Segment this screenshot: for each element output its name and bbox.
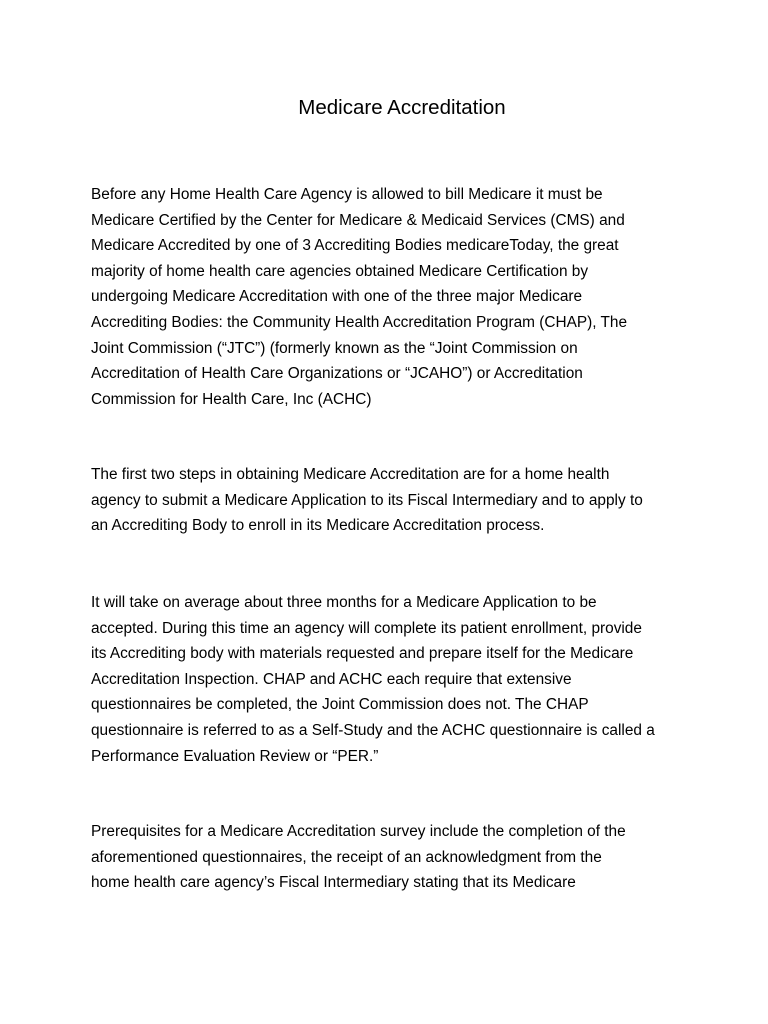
paragraph-4: [91, 819, 691, 896]
text-line: Medicare Certified by the Center for Medicare & Medicaid Services (CMS) and: [91, 211, 625, 229]
paragraph-3: [91, 590, 691, 769]
text-line: Accreditation of Health Care Organizations or “JCAHO”) or Accreditation: [91, 365, 583, 383]
text-line: Performance Evaluation Review or “PER.”: [91, 747, 379, 765]
text-line: agency to submit a Medicare Application to its Fiscal Intermediary and to apply to: [91, 491, 643, 509]
text-line: accepted. During this time an agency will complete its patient enrollment, provide: [91, 619, 642, 637]
text-line: its Accrediting body with materials requested and prepare itself for the Medicare: [91, 645, 634, 663]
text-line: an Accrediting Body to enroll in its Medicare Accreditation process.: [91, 517, 545, 535]
text-line: Before any Home Health Care Agency is allowed to bill Medicare it must be: [91, 186, 603, 203]
text-line: aforementioned questionnaires, the receipt of an acknowledgment from the: [91, 848, 602, 866]
text-line: Medicare Accredited by one of 3 Accrediting Bodies medicareToday, the great: [91, 237, 619, 255]
text-line: questionnaires be completed, the Joint Commission does not. The CHAP: [91, 696, 589, 714]
text-line: questionnaire is referred to as a Self-Study and the ACHC questionnaire is called a: [91, 721, 655, 739]
text-line: majority of home health care agencies obtained Medicare Certification by: [91, 262, 589, 280]
page-title: Medicare Accreditation: [298, 96, 506, 119]
text-line: Prerequisites for a Medicare Accreditation survey include the completion of the: [91, 823, 626, 840]
text-line: undergoing Medicare Accreditation with one of the three major Medicare: [91, 288, 583, 306]
text-line: Joint Commission (“JTC”) (formerly known as the “Joint Commission on: [91, 339, 578, 357]
paragraph-1: [91, 182, 691, 412]
text-line: Accrediting Bodies: the Community Health Accreditation Program (CHAP), The: [91, 313, 628, 331]
text-line: The first two steps in obtaining Medicare Accreditation are for a home health: [91, 466, 610, 483]
text-line: It will take on average about three months for a Medicare Application to be: [91, 594, 597, 611]
paragraph-2: [91, 462, 691, 539]
text-line: Commission for Health Care, Inc (ACHC): [91, 390, 372, 408]
text-line: home health care agency’s Fiscal Intermediary stating that its Medicare: [91, 874, 576, 892]
text-line: Accreditation Inspection. CHAP and ACHC each require that extensive: [91, 670, 572, 688]
